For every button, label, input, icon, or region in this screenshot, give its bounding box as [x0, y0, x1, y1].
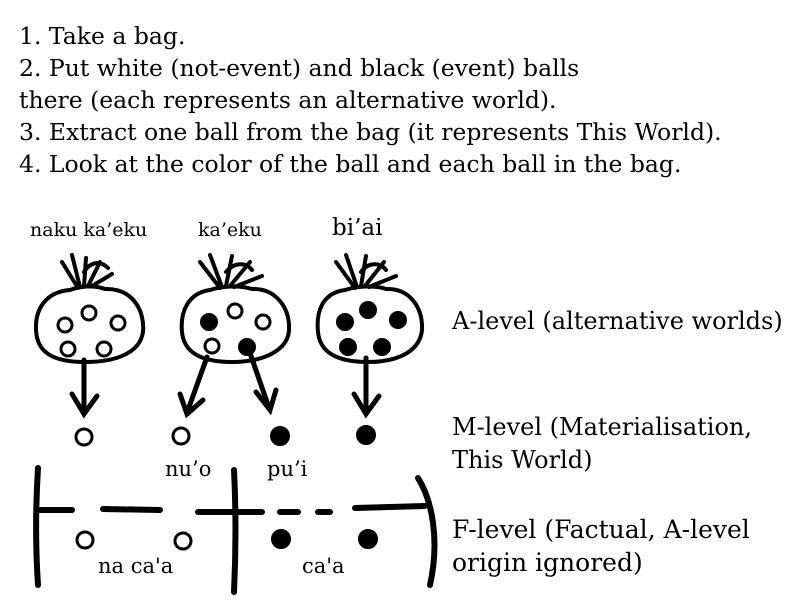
- white-ball: [256, 315, 270, 329]
- extraction-arrow: [72, 360, 97, 414]
- white-ball: [61, 342, 75, 356]
- white-ball: [58, 318, 72, 332]
- f-label-caa: ca'a: [302, 554, 345, 578]
- m-level-line-2: This World): [452, 446, 593, 474]
- white-ball: [175, 533, 191, 549]
- bag-biai: [318, 255, 422, 362]
- white-ball: [97, 342, 111, 356]
- a-level-label: A-level (alternative worlds): [452, 307, 783, 335]
- f-level-label: [452, 513, 750, 579]
- m-label-nuo: nu’o: [165, 457, 212, 481]
- black-ball: [360, 302, 376, 318]
- black-ball: [201, 314, 217, 330]
- black-ball: [374, 339, 390, 355]
- bag-label-biai: bi’ai: [332, 215, 383, 241]
- m-level-label: [452, 411, 752, 477]
- instruction-step-4: 4. Look at the color of the ball and each ball in the bag.: [19, 150, 682, 178]
- white-ball: [76, 429, 92, 445]
- f-level-bracket: [36, 468, 434, 592]
- f-level-balls: [77, 530, 377, 549]
- m-level-balls: [76, 426, 375, 445]
- black-ball: [340, 339, 356, 355]
- black-ball: [271, 427, 289, 445]
- white-ball: [228, 304, 242, 318]
- white-ball: [82, 306, 96, 320]
- black-ball: [272, 530, 290, 548]
- f-level-line-1: F-level (Factual, A-level: [452, 515, 750, 544]
- instruction-step-2: 2. Put white (not-event) and black (event) balls: [19, 54, 580, 82]
- extraction-arrow: [354, 358, 379, 414]
- m-label-pui: pu’i: [267, 457, 308, 481]
- white-ball: [205, 339, 219, 353]
- f-level-line-2: origin ignored): [452, 548, 643, 577]
- black-ball: [357, 426, 375, 444]
- black-ball: [239, 339, 255, 355]
- white-ball: [173, 428, 189, 444]
- white-ball: [111, 316, 125, 330]
- bag-label-naku-kaeku: naku ka’eku: [30, 219, 148, 241]
- bag-naku-kaeku: [36, 255, 143, 362]
- bag-label-kaeku: ka’eku: [198, 219, 262, 241]
- bag-kaeku: [182, 255, 289, 362]
- extraction-arrow: [250, 353, 276, 410]
- f-label-na-caa: na ca'a: [98, 554, 174, 578]
- instruction-step-2-cont: there (each represents an alternative world).: [19, 86, 557, 114]
- instruction-step-1: 1. Take a bag.: [19, 22, 186, 50]
- black-ball: [359, 530, 377, 548]
- extraction-arrow: [180, 357, 207, 414]
- white-ball: [77, 532, 93, 548]
- black-ball: [390, 312, 406, 328]
- instruction-step-3: 3. Extract one ball from the bag (it represents This World).: [19, 118, 722, 146]
- black-ball: [337, 314, 353, 330]
- m-level-line-1: M-level (Materialisation,: [452, 413, 753, 441]
